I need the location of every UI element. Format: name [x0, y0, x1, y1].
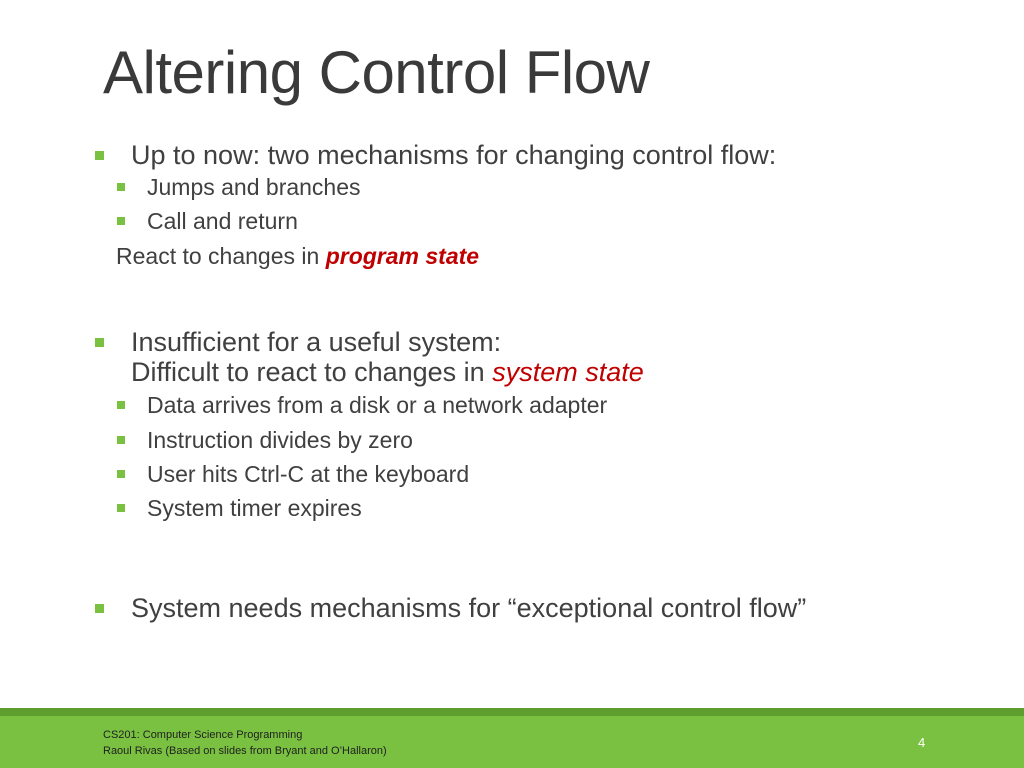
bullet-square-icon [117, 436, 125, 444]
page-number: 4 [918, 735, 926, 750]
sub-bullet-call-return: Call and return [147, 208, 298, 234]
bullet-3-text: System needs mechanisms for “exceptional control flow” [131, 593, 807, 623]
bullet-2-line-2 [131, 357, 644, 388]
bullet-square-icon [117, 504, 125, 512]
footer-course: CS201: Computer Science Programming [103, 729, 303, 741]
program-state-note [116, 243, 479, 270]
bullet-square-icon [95, 338, 104, 347]
note-prefix: React to changes in [116, 243, 326, 269]
sub-bullet-jumps: Jumps and branches [147, 174, 361, 200]
sub-bullet-divide-zero: Instruction divides by zero [147, 427, 413, 453]
system-state-highlight: system state [492, 357, 644, 387]
bullet-square-icon [117, 183, 125, 191]
sub-bullet-timer: System timer expires [147, 495, 362, 521]
sub-bullet-ctrl-c: User hits Ctrl-C at the keyboard [147, 461, 470, 487]
program-state-highlight: program state [325, 243, 480, 269]
bullet-1-text: Up to now: two mechanisms for changing control flow: [131, 140, 777, 170]
bullet-square-icon [117, 470, 125, 478]
footer-author: Raoul Rivas (Based on slides from Bryant and O’Hallaron) [103, 745, 387, 757]
line-2-prefix: Difficult to react to changes in [131, 357, 493, 387]
bullet-square-icon [117, 401, 125, 409]
slide-title: Altering Control Flow [103, 39, 650, 106]
sub-bullet-data-arrives: Data arrives from a disk or a network adapter [147, 392, 608, 418]
bullet-2-line-1: Insufficient for a useful system: [131, 327, 502, 357]
bullet-square-icon [95, 604, 104, 613]
bullet-square-icon [117, 217, 125, 225]
bullet-square-icon [95, 151, 104, 160]
